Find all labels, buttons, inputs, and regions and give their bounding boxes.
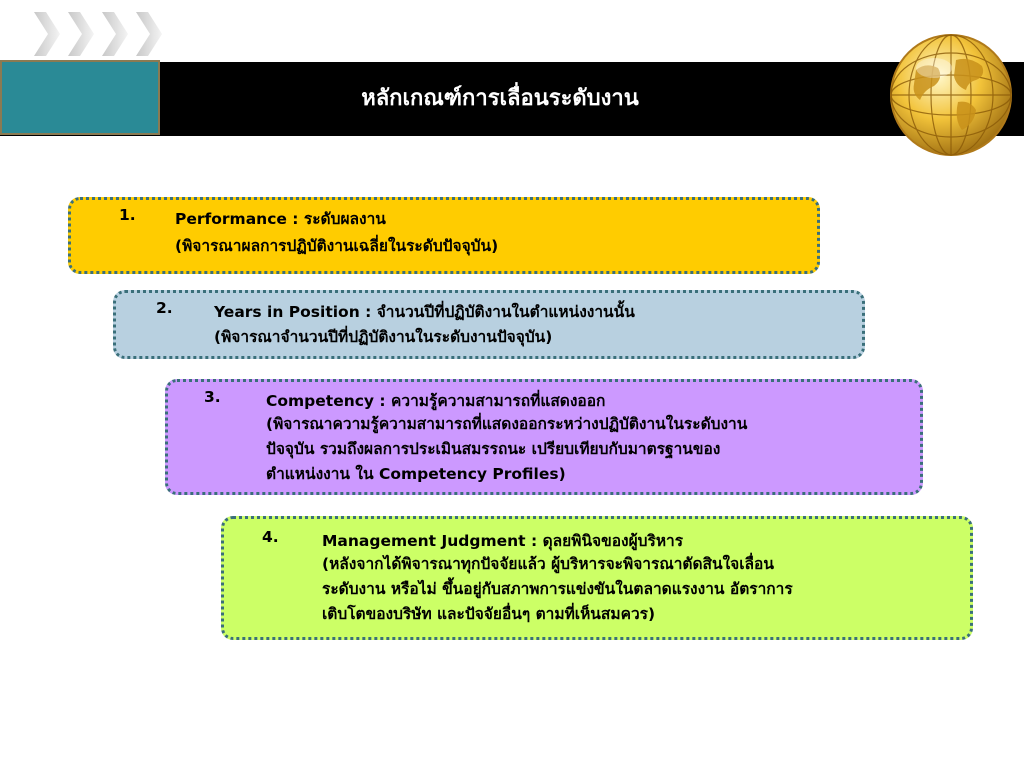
criterion-heading: Performance : ระดับผลงาน — [175, 210, 386, 228]
criterion-competency — [165, 379, 923, 495]
criterion-description: (พิจารณาผลการปฏิบัติงานเฉลี่ยในระดับปัจจุบัน) — [175, 237, 499, 255]
criterion-performance — [68, 197, 820, 274]
globe-icon — [886, 30, 1016, 160]
criterion-management-judgment — [221, 516, 973, 640]
criterion-years-in-position — [113, 290, 865, 359]
criterion-number: 1. — [119, 206, 136, 224]
criterion-number: 4. — [262, 528, 279, 546]
criterion-number: 2. — [156, 299, 173, 317]
criterion-description: (พิจารณาจำนวนปีที่ปฏิบัติงานในระดับงานปัจจุบัน) — [214, 328, 553, 346]
page-title: หลักเกณฑ์การเลื่อนระดับงาน — [361, 86, 639, 111]
criterion-number: 3. — [204, 388, 221, 406]
criterion-description: (หลังจากได้พิจารณาทุกปัจจัยแล้ว ผู้บริหารจะพิจารณาตัดสินใจเลื่อน ระดับงาน หรือไม่ ขึ้นอยู่กับสภาพการแข่งขันในตลาดแรงงาน อัตราการ เติบโตของบริษัท และปัจจัยอื่นๆ ตามที่เห็นสมควร) — [322, 555, 793, 623]
criterion-heading: Years in Position : จำนวนปีที่ปฏิบัติงานในตำแหน่งงานนั้น — [214, 303, 635, 321]
criterion-heading: Competency : ความรู้ความสามารถที่แสดงออก — [266, 392, 606, 410]
chevron-right-icon — [34, 12, 164, 56]
title-accent-box — [0, 60, 160, 135]
criterion-heading: Management Judgment : ดุลยพินิจของผู้บริหาร — [322, 532, 684, 550]
criterion-description: (พิจารณาความรู้ความสามารถที่แสดงออกระหว่างปฏิบัติงานในระดับงาน ปัจจุบัน รวมถึงผลการประเมินสมรรถนะ เปรียบเทียบกับมาตรฐานของ ตำแหน่งงาน ใน Competency Profiles) — [266, 415, 748, 483]
